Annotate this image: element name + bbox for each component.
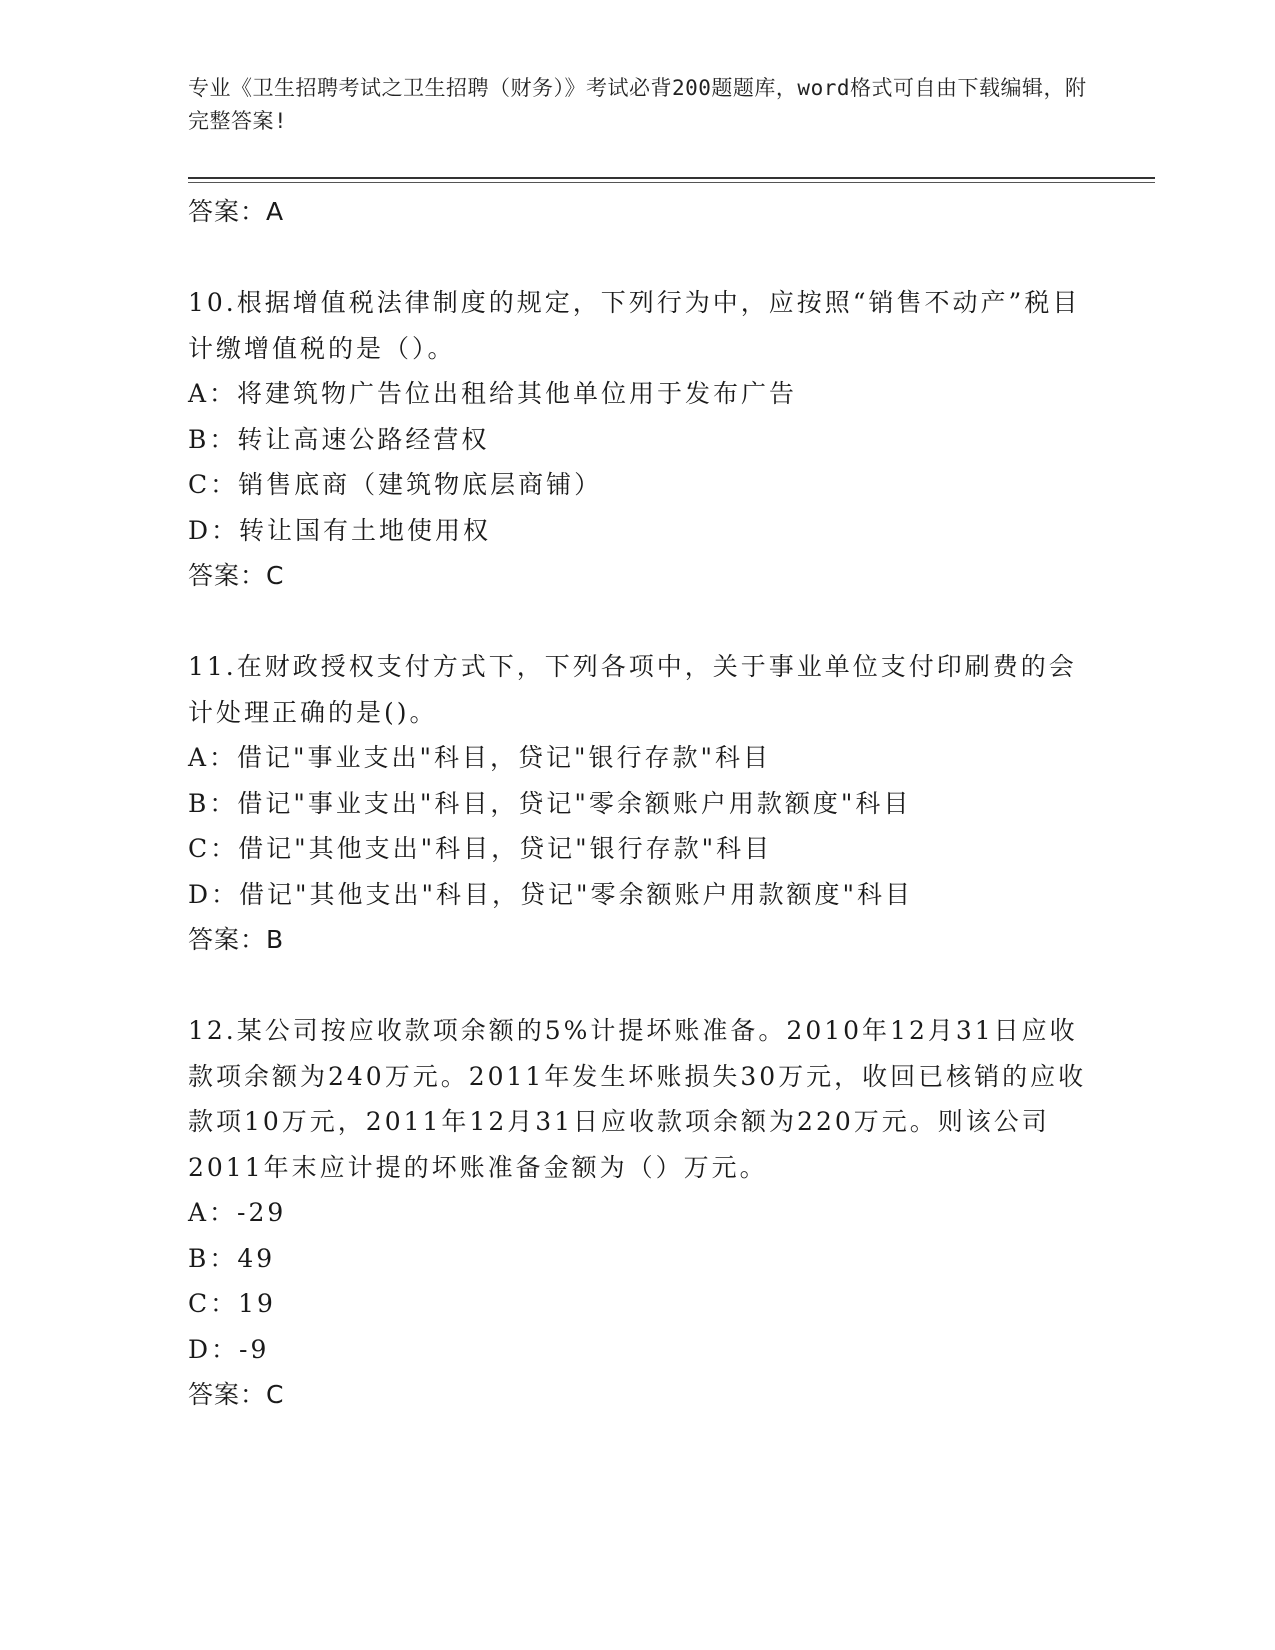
option-a: A：借记"事业支出"科目，贷记"银行存款"科目 bbox=[188, 743, 772, 772]
question-stem: 10.根据增值税法律制度的规定，下列行为中，应按照“销售不动产”税目计缴增值税的是（）。 bbox=[188, 288, 1081, 363]
option-b: B：49 bbox=[188, 1243, 276, 1273]
option-b: B：借记"事业支出"科目，贷记"零余额账户用款额度"科目 bbox=[188, 788, 912, 818]
page-header bbox=[188, 72, 1088, 138]
answer-line: 答案：C bbox=[188, 561, 285, 590]
question-list bbox=[188, 189, 1088, 1418]
option-b: B：转让高速公路经营权 bbox=[188, 424, 490, 454]
answer-line: 答案：C bbox=[188, 1380, 285, 1409]
option-a: A：-29 bbox=[188, 1198, 287, 1227]
option-d: D：借记"其他支出"科目，贷记"零余额账户用款额度"科目 bbox=[188, 879, 914, 909]
header-text: 专业《卫生招聘考试之卫生招聘（财务）》考试必背200题题库，word格式可自由下载编辑，附完整答案! bbox=[188, 76, 1087, 133]
header-divider-thick bbox=[188, 177, 1155, 179]
option-a: A：将建筑物广告位出租给其他单位用于发布广告 bbox=[188, 379, 798, 408]
answer-line: 答案：B bbox=[188, 925, 285, 954]
option-d: D：转让国有土地使用权 bbox=[188, 515, 492, 545]
question-11 bbox=[188, 644, 1088, 963]
question-10 bbox=[188, 280, 1088, 599]
option-c: C：19 bbox=[188, 1289, 276, 1318]
answer-line: 答案：A bbox=[188, 197, 285, 226]
question-stem: 11.在财政授权支付方式下，下列各项中，关于事业单位支付印刷费的会计处理正确的是()。 bbox=[188, 652, 1077, 727]
option-c: C：借记"其他支出"科目，贷记"银行存款"科目 bbox=[188, 834, 773, 863]
question-stem: 12.某公司按应收款项余额的5%计提坏账准备。2010年12月31日应收款项余额为240万元。2011年发生坏账损失30万元，收回已核销的应收款项10万元，2011年12月31日应收款项余额为220万元。则该公司2011年末应计提的坏账准备金额为（）万元。 bbox=[188, 1016, 1087, 1182]
option-d: D：-9 bbox=[188, 1334, 270, 1364]
header-divider-thin bbox=[188, 182, 1155, 183]
option-c: C：销售底商（建筑物底层商铺） bbox=[188, 470, 603, 499]
question-12 bbox=[188, 1008, 1088, 1418]
